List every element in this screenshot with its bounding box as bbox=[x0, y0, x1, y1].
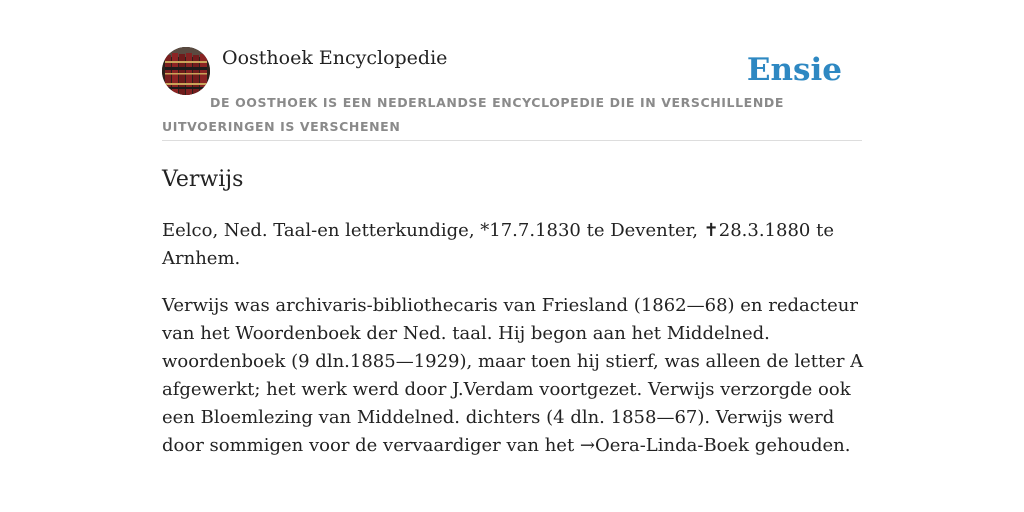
article-title: Verwijs bbox=[162, 167, 244, 192]
site-tagline: DE OOSTHOEK IS EEN NEDERLANDSE ENCYCLOPEDIE DIE IN VERSCHILLENDE UITVOERINGEN IS VERSCHENEN bbox=[162, 95, 784, 134]
article-intro: Eelco, Ned. Taal-en letterkundige, *17.7.1830 te Deventer, ✝28.3.1880 te Arnhem. bbox=[162, 220, 834, 269]
books-icon bbox=[162, 47, 210, 95]
encyclopedia-books-avatar[interactable] bbox=[162, 47, 210, 95]
site-header bbox=[162, 46, 862, 141]
content-container bbox=[162, 46, 862, 460]
ensie-logo[interactable]: Ensie bbox=[746, 52, 842, 88]
site-title[interactable]: Oosthoek Encyclopedie bbox=[222, 47, 448, 69]
article-body: Verwijs was archivaris-bibliothecaris van Friesland (1862—68) en redacteur van het Woordenboek der Ned. taal. Hij begon aan het Middelned. woordenboek (9 dln.1885—1929), maar toen hij stierf, was alleen de letter A afgewerkt; het werk werd door J.Verdam voortgezet. Verwijs verzorgde ook een Bloemlezing van Middelned. dichters (4 dln. 1858—67). Verwijs werd door sommigen voor de vervaardiger van het →Oera-Linda-Boek gehouden. bbox=[162, 295, 864, 456]
